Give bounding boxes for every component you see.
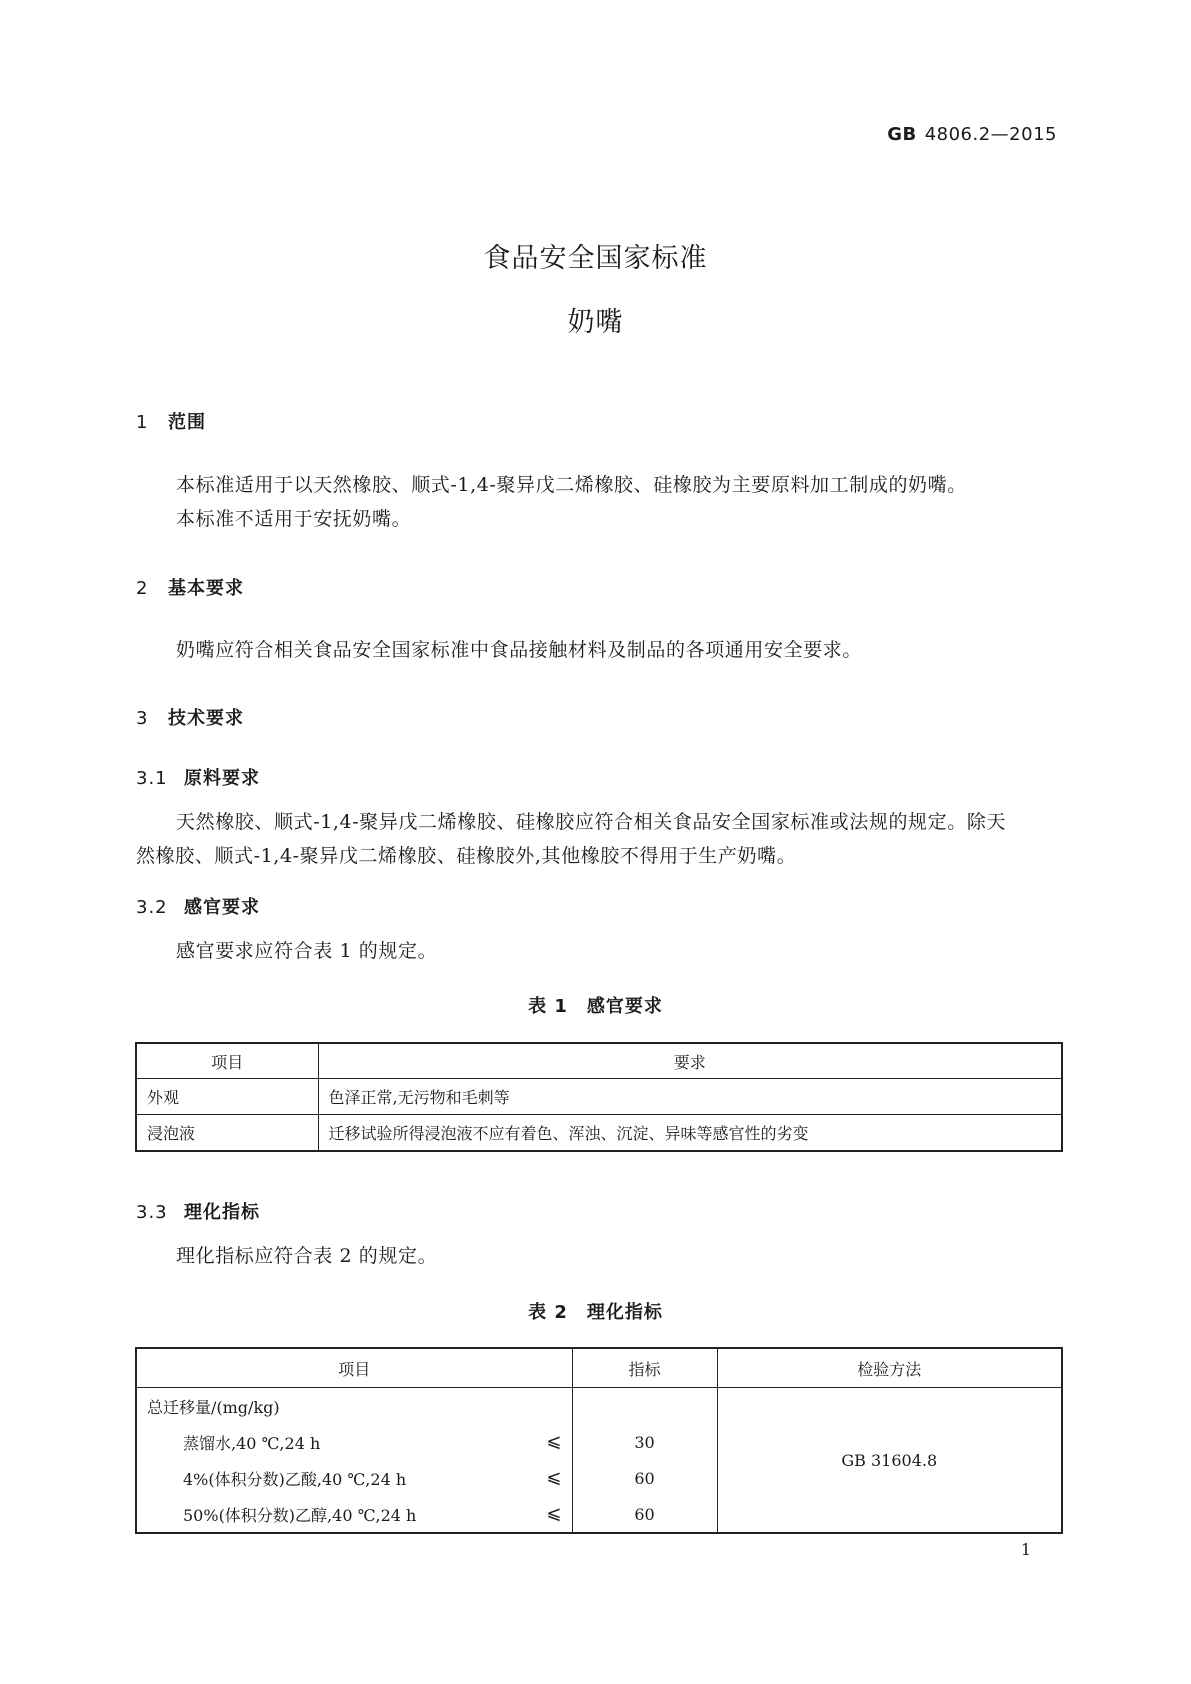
test-method-cell: GB 31604.8: [717, 1388, 1062, 1534]
table-row: [136, 1043, 1062, 1079]
table-row: [136, 1115, 1062, 1152]
section-3-3-number: 3.3: [136, 1202, 168, 1223]
table-1-caption: 表 1 感官要求: [528, 996, 663, 1017]
table-cell: 浸泡液: [136, 1115, 318, 1152]
section-3-2-title: 感官要求: [184, 897, 260, 918]
table-header-cell: 项目: [136, 1043, 318, 1079]
section-3-heading: [136, 704, 244, 730]
section-3-1-title: 原料要求: [184, 768, 260, 789]
section-3-3-title: 理化指标: [184, 1202, 260, 1223]
section-3-2-heading: [136, 893, 260, 919]
section-3-1-paragraph: 天然橡胶、顺式-1,4-聚异戊二烯橡胶、硅橡胶应符合相关食品安全国家标准或法规的规定。除天 然橡胶、顺式-1,4-聚异戊二烯橡胶、硅橡胶外,其他橡胶不得用于生产奶嘴。: [136, 811, 1007, 867]
section-1-paragraph-2: 本标准不适用于安抚奶嘴。: [176, 508, 412, 530]
section-1-title: 范围: [168, 412, 206, 433]
table-cell: 60: [572, 1496, 717, 1533]
table-cell: [572, 1388, 717, 1425]
section-2-number: 2: [136, 578, 149, 599]
table-cell: 外观: [136, 1079, 318, 1115]
document-title: 食品安全国家标准: [483, 243, 708, 274]
section-3-1-number: 3.1: [136, 768, 168, 789]
table-row: [136, 1388, 1062, 1425]
section-2-paragraph-1: 奶嘴应符合相关食品安全国家标准中食品接触材料及制品的各项通用安全要求。: [176, 639, 863, 661]
section-3-1-heading: [136, 764, 260, 790]
table-row: [136, 1348, 1062, 1388]
table-header-cell: 要求: [318, 1043, 1062, 1079]
section-3-2-number: 3.2: [136, 897, 168, 918]
section-3-2-paragraph: 感官要求应符合表 1 的规定。: [176, 940, 438, 962]
section-1-paragraph-1: 本标准适用于以天然橡胶、顺式-1,4-聚异戊二烯橡胶、硅橡胶为主要原料加工制成的奶嘴。: [176, 474, 967, 496]
table-2-caption: 表 2 理化指标: [528, 1302, 663, 1323]
standard-number: [887, 124, 1057, 145]
table-2-physicochemical: [135, 1347, 1063, 1534]
table-cell: 色泽正常,无污物和毛刺等: [318, 1079, 1062, 1115]
standard-prefix: GB: [887, 124, 917, 145]
table-cell: 迁移试验所得浸泡液不应有着色、浑浊、沉淀、异味等感官性的劣变: [318, 1115, 1062, 1152]
section-1-heading: [136, 408, 206, 434]
table-cell: 60: [572, 1460, 717, 1496]
section-2-title: 基本要求: [168, 578, 244, 599]
table-cell: 蒸馏水,40 ℃,24 h ⩽: [136, 1424, 572, 1460]
section-3-title: 技术要求: [168, 708, 244, 729]
section-1-number: 1: [136, 412, 149, 433]
table-cell: 4%(体积分数)乙酸,40 ℃,24 h ⩽: [136, 1460, 572, 1496]
section-2-heading: [136, 574, 244, 600]
table-group-label: 总迁移量/(mg/kg): [136, 1388, 572, 1425]
page-number: 1: [1020, 1540, 1031, 1559]
table-cell: 50%(体积分数)乙醇,40 ℃,24 h ⩽: [136, 1496, 572, 1533]
table-row: [136, 1079, 1062, 1115]
section-3-number: 3: [136, 708, 149, 729]
table-1-sensory: [135, 1042, 1063, 1152]
table-header-cell: 检验方法: [717, 1348, 1062, 1388]
section-3-3-heading: [136, 1198, 260, 1224]
table-header-cell: 项目: [136, 1348, 572, 1388]
document-subtitle: 奶嘴: [567, 307, 624, 338]
standard-code: 4806.2—2015: [924, 124, 1057, 145]
section-3-3-paragraph: 理化指标应符合表 2 的规定。: [176, 1245, 438, 1267]
table-cell: 30: [572, 1424, 717, 1460]
table-header-cell: 指标: [572, 1348, 717, 1388]
